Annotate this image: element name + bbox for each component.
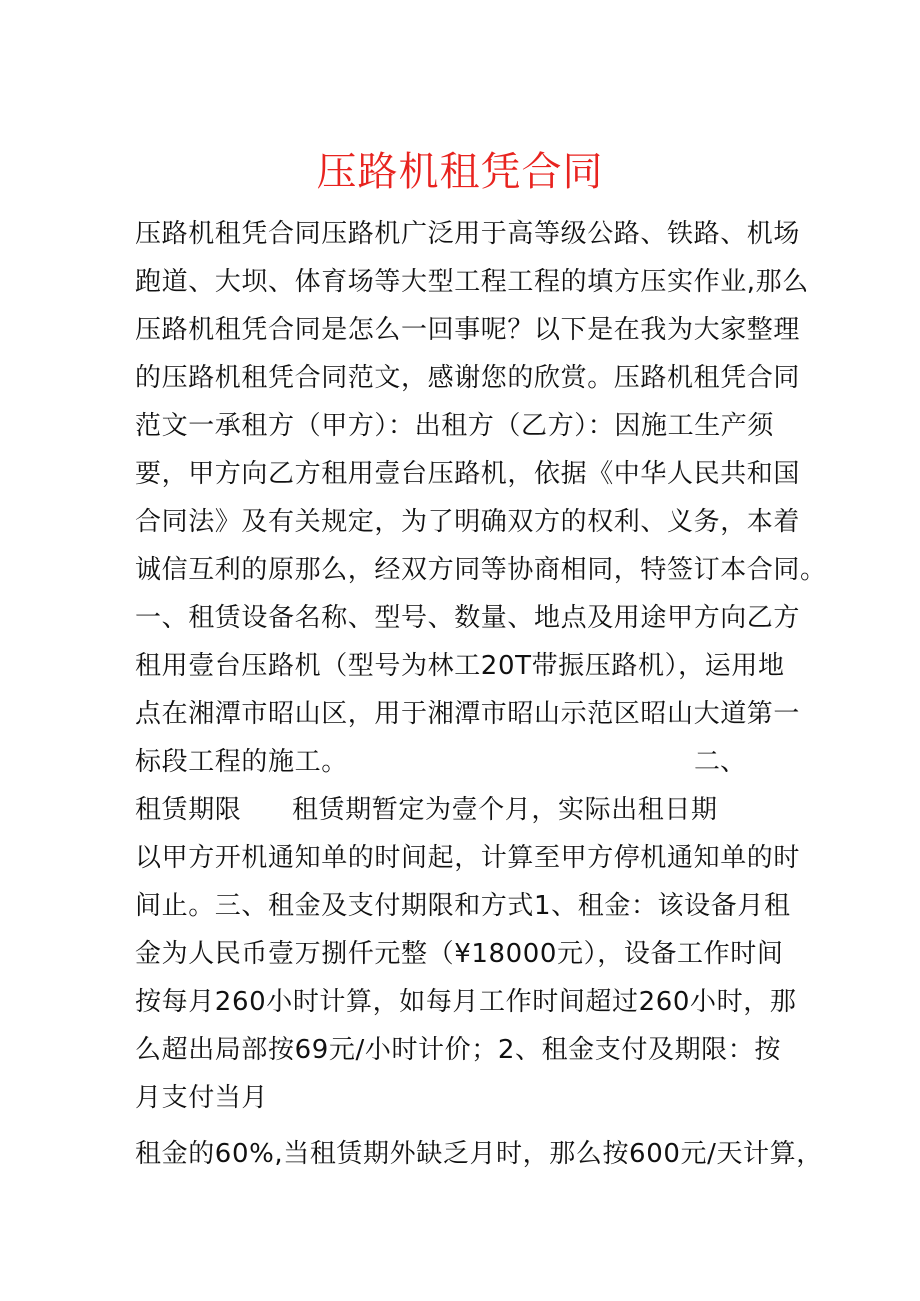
body-line: 以甲方开机通知单的时间起，计算至甲方停机通知单的时 (135, 843, 801, 873)
body-line: 范文一承租方（甲方）：出租方（乙方）：因施工生产须 (135, 411, 775, 441)
body-line: 租金的60%,当租赁期外缺乏月时，那么按600元/天计算， (135, 1139, 823, 1169)
section-number: 二、 (694, 747, 747, 777)
body-line: 间止。三、租金及支付期限和方式1、租金：该设备月租 (135, 891, 791, 921)
body-line: 跑道、大坝、体育场等大型工程工程的填方压实作业,那么 (135, 267, 809, 297)
body-line: 点在湘潭市昭山区，用于湘潭市昭山示范区昭山大道第一 (135, 699, 801, 729)
body-line: 压路机租凭合同压路机广泛用于高等级公路、铁路、机场 (135, 219, 801, 249)
body-line: 标段工程的施工。 (135, 747, 348, 777)
body-line: 月支付当月 (135, 1083, 269, 1113)
body-line: 租用壹台压路机（型号为林工20T带振压路机），运用地 (135, 651, 785, 681)
document-title: 压路机租凭合同 (316, 149, 604, 195)
body-line: 按每月260小时计算，如每月工作时间超过260小时，那 (135, 987, 797, 1017)
body-line: 金为人民币壹万捌仟元整（¥18000元），设备工作时间 (135, 939, 784, 969)
body-line: 租赁期暂定为壹个月，实际出租日期 (292, 795, 718, 825)
section-heading: 租赁期限 (135, 795, 242, 825)
body-line: 么超出局部按69元/小时计价；2、租金支付及期限：按 (135, 1035, 781, 1065)
body-line: 要，甲方向乙方租用壹台压路机，依据《中华人民共和国 (135, 459, 801, 489)
body-line: 的压路机租凭合同范文，感谢您的欣赏。压路机租凭合同 (135, 363, 801, 393)
body-line: 诚信互利的原那么，经双方同等协商相同，特签订本合同。 (135, 555, 827, 585)
body-line: 合同法》及有关规定，为了明确双方的权利、义务，本着 (135, 507, 801, 537)
body-line: 压路机租凭合同是怎么一回事呢？以下是在我为大家整理 (135, 315, 801, 345)
body-line: 一、租赁设备名称、型号、数量、地点及用途甲方向乙方 (135, 603, 801, 633)
